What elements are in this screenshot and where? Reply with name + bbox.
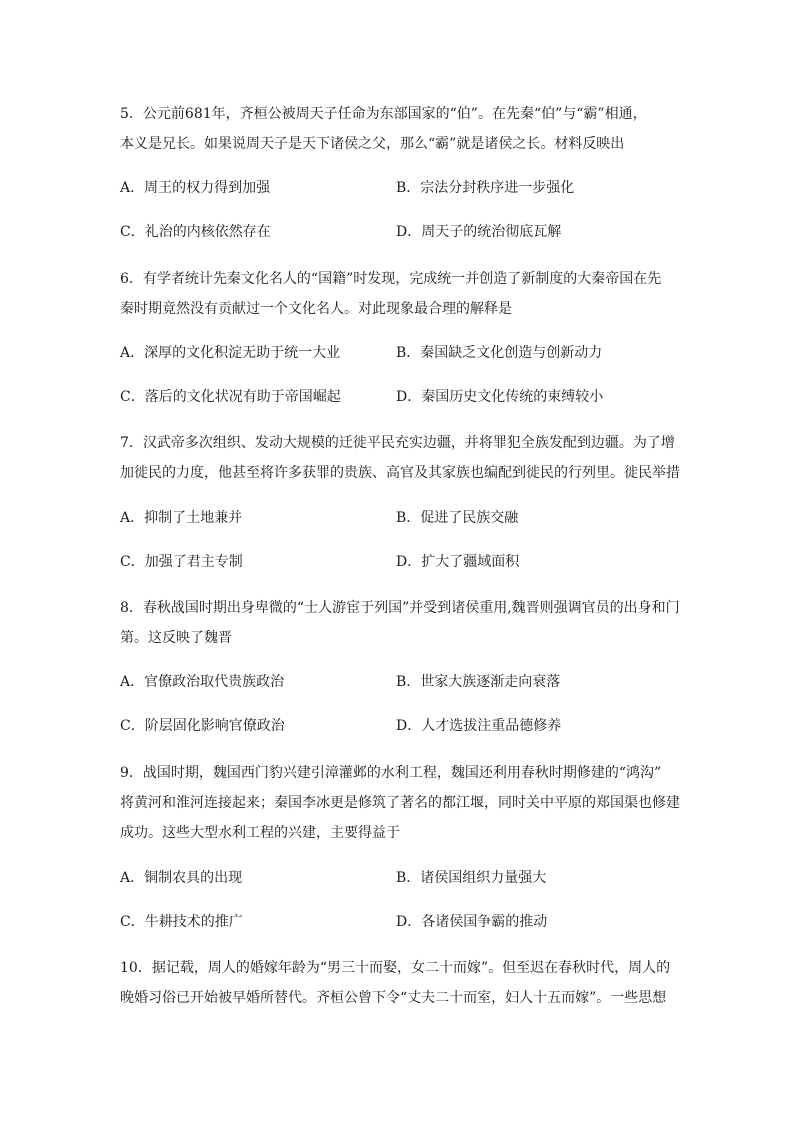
question-9-stem-line-3: 成功。这些大型水利工程的兴建，主要得益于 <box>120 825 400 841</box>
question-9-stem-line-2: 将黄河和淮河连接起来；秦国李冰更是修筑了著名的都江堰，同时关中平原的郑国渠也修建 <box>120 795 680 811</box>
question-5-option-d: D．周天子的统治彻底瓦解 <box>396 224 562 240</box>
question-9-option-c: C．牛耕技术的推广 <box>120 914 243 930</box>
question-9-stem-line-1: 9．战国时期，魏国西门豹兴建引漳灌邺的水利工程，魏国还利用春秋时期修建的“鸿沟” <box>120 765 662 781</box>
question-7-option-d: D．扩大了疆域面积 <box>396 554 520 570</box>
question-5-option-c: C．礼治的内核依然存在 <box>120 224 271 240</box>
question-7-option-b: B．促进了民族交融 <box>396 510 519 526</box>
question-7-stem-line-2: 加徙民的力度，他甚至将许多获罪的贵族、高官及其家族也编配到徙民的行列里。徙民举措 <box>120 465 680 481</box>
question-5-stem-line-1: 5．公元前681年，齐桓公被周天子任命为东部国家的“伯”。在先秦“伯”与“霸”相通， <box>120 106 647 122</box>
question-6-stem-line-2: 秦时期竟然没有贡献过一个文化名人。对此现象最合理的解释是 <box>120 301 512 317</box>
question-7-option-a: A．抑制了土地兼并 <box>120 510 243 526</box>
question-6-option-a: A．深厚的文化积淀无助于统一大业 <box>120 345 341 361</box>
question-5-stem-line-2: 本义是兄长。如果说周天子是天下诸侯之父，那么“霸”就是诸侯之长。材料反映出 <box>120 136 625 152</box>
question-8-stem-line-1: 8．春秋战国时期出身卑微的“士人游宦于列国”并受到诸侯重用,魏晋则强调官员的出身和门 <box>120 600 680 616</box>
question-8-option-b: B．世家大族逐渐走向衰落 <box>396 674 561 690</box>
question-8-option-a: A．官僚政治取代贵族政治 <box>120 674 285 690</box>
question-7-option-c: C．加强了君主专制 <box>120 554 243 570</box>
question-9-option-a: A．铜制农具的出现 <box>120 870 243 886</box>
question-8-option-c: C．阶层固化影响官僚政治 <box>120 718 285 734</box>
question-7-stem-line-1: 7．汉武帝多次组织、发动大规模的迁徙平民充实边疆，并将罪犯全族发配到边疆。为了增 <box>120 435 675 451</box>
question-6-option-c: C．落后的文化状况有助于帝国崛起 <box>120 389 341 405</box>
question-8-stem-line-2: 第。这反映了魏晋 <box>120 630 232 646</box>
question-8-option-d: D．人才选拔注重品德修养 <box>396 718 562 734</box>
question-5-option-a: A．周王的权力得到加强 <box>120 180 271 196</box>
question-10-stem-line-1: 10．据记载，周人的婚嫁年龄为“男三十而娶，女二十而嫁”。但至迟在春秋时代，周人的 <box>120 960 671 976</box>
question-9-option-b: B．诸侯国组织力量强大 <box>396 870 547 886</box>
question-6-stem-line-1: 6．有学者统计先秦文化名人的“国籍”时发现，完成统一并创造了新制度的大秦帝国在先 <box>120 271 662 287</box>
question-6-option-d: D．秦国历史文化传统的束缚较小 <box>396 389 604 405</box>
question-5-option-b: B．宗法分封秩序进一步强化 <box>396 180 575 196</box>
question-6-option-b: B．秦国缺乏文化创造与创新动力 <box>396 345 603 361</box>
question-9-option-d: D．各诸侯国争霸的推动 <box>396 914 548 930</box>
question-10-stem-line-2: 晚婚习俗已开始被早婚所替代。齐桓公曾下令“丈夫二十而室，妇人十五而嫁”。一些思想 <box>120 990 667 1006</box>
